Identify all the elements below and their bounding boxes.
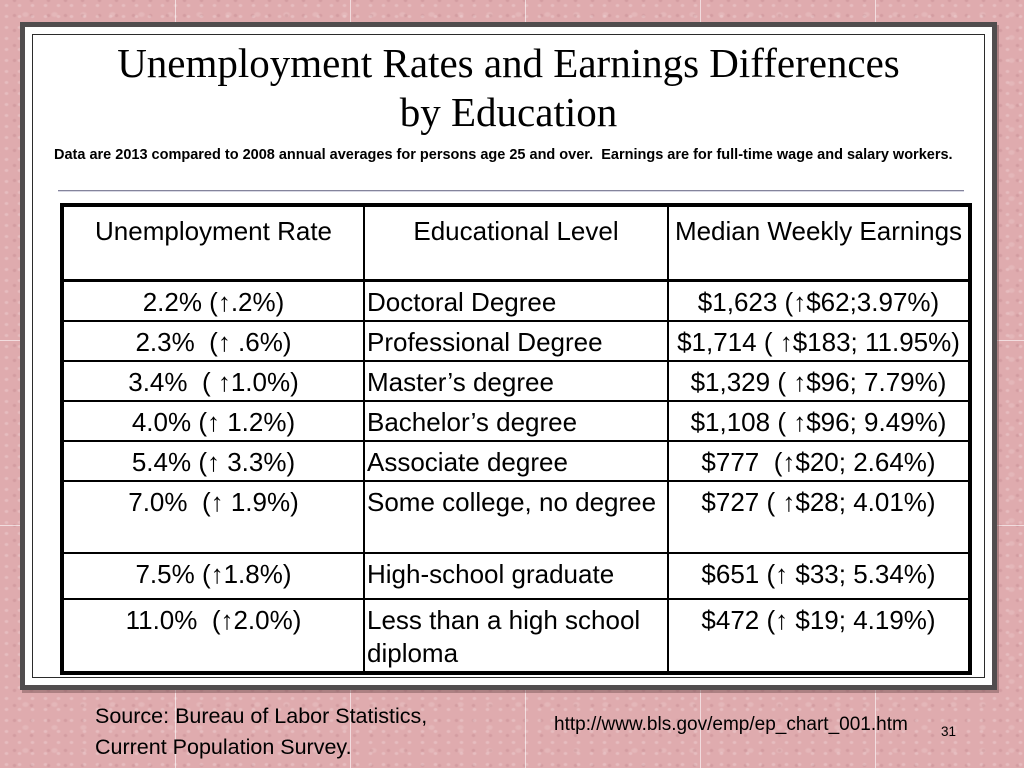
table-row: [62, 321, 970, 361]
table-row: [62, 281, 970, 322]
column-header-unemployment-rate: Unemployment Rate: [62, 205, 364, 281]
cell-educational-level: Some college, no degree: [364, 481, 668, 553]
slide-title-line2: by Education: [399, 89, 618, 135]
source-text-line1: Source: Bureau of Labor Statistics,: [95, 704, 428, 728]
cell-median-weekly-earnings: $1,714 ( ↑$183; 11.95%): [668, 321, 970, 361]
cell-educational-level: Less than a high school diploma: [364, 599, 668, 673]
cell-unemployment-rate: 3.4% ( ↑1.0%): [62, 361, 364, 401]
column-header-median-weekly-earnings: Median Weekly Earnings: [668, 205, 970, 281]
header-row: [62, 205, 970, 281]
cell-educational-level: High-school graduate: [364, 553, 668, 599]
table-row: [62, 361, 970, 401]
cell-educational-level: Professional Degree: [364, 321, 668, 361]
cell-unemployment-rate: 7.5% (↑1.8%): [62, 553, 364, 599]
cell-median-weekly-earnings: $1,329 ( ↑$96; 7.79%): [668, 361, 970, 401]
cell-median-weekly-earnings: $727 ( ↑$28; 4.01%): [668, 481, 970, 553]
source-text: [95, 701, 427, 763]
cell-unemployment-rate: 7.0% (↑ 1.9%): [62, 481, 364, 553]
cell-median-weekly-earnings: $651 (↑ $33; 5.34%): [668, 553, 970, 599]
slide-title: [25, 39, 992, 137]
divider-line: [58, 190, 964, 192]
table-row: [62, 441, 970, 481]
table-row: [62, 481, 970, 553]
cell-educational-level: Doctoral Degree: [364, 281, 668, 322]
cell-unemployment-rate: 5.4% (↑ 3.3%): [62, 441, 364, 481]
cell-unemployment-rate: 11.0% (↑2.0%): [62, 599, 364, 673]
cell-median-weekly-earnings: $777 (↑$20; 2.64%): [668, 441, 970, 481]
source-text-line2: Current Population Survey.: [95, 735, 352, 759]
page-number: 31: [941, 724, 957, 739]
cell-educational-level: Master’s degree: [364, 361, 668, 401]
slide-content-frame: [20, 22, 997, 690]
cell-median-weekly-earnings: $472 (↑ $19; 4.19%): [668, 599, 970, 673]
cell-median-weekly-earnings: $1,623 (↑$62;3.97%): [668, 281, 970, 322]
subtitle: Data are 2013 compared to 2008 annual averages for persons age 25 and over. Earnings are for full-time wage and salary workers.: [54, 147, 953, 163]
cell-educational-level: Bachelor’s degree: [364, 401, 668, 441]
cell-unemployment-rate: 2.3% (↑ .6%): [62, 321, 364, 361]
cell-educational-level: Associate degree: [364, 441, 668, 481]
slide-title-line1: Unemployment Rates and Earnings Differences: [117, 40, 900, 86]
table-row: [62, 553, 970, 599]
table-row: [62, 401, 970, 441]
column-header-educational-level: Educational Level: [364, 205, 668, 281]
cell-median-weekly-earnings: $1,108 ( ↑$96; 9.49%): [668, 401, 970, 441]
cell-unemployment-rate: 4.0% (↑ 1.2%): [62, 401, 364, 441]
table-row: [62, 599, 970, 673]
cell-unemployment-rate: 2.2% (↑.2%): [62, 281, 364, 322]
url-text: http://www.bls.gov/emp/ep_chart_001.htm: [554, 714, 908, 735]
data-table: [60, 203, 972, 675]
